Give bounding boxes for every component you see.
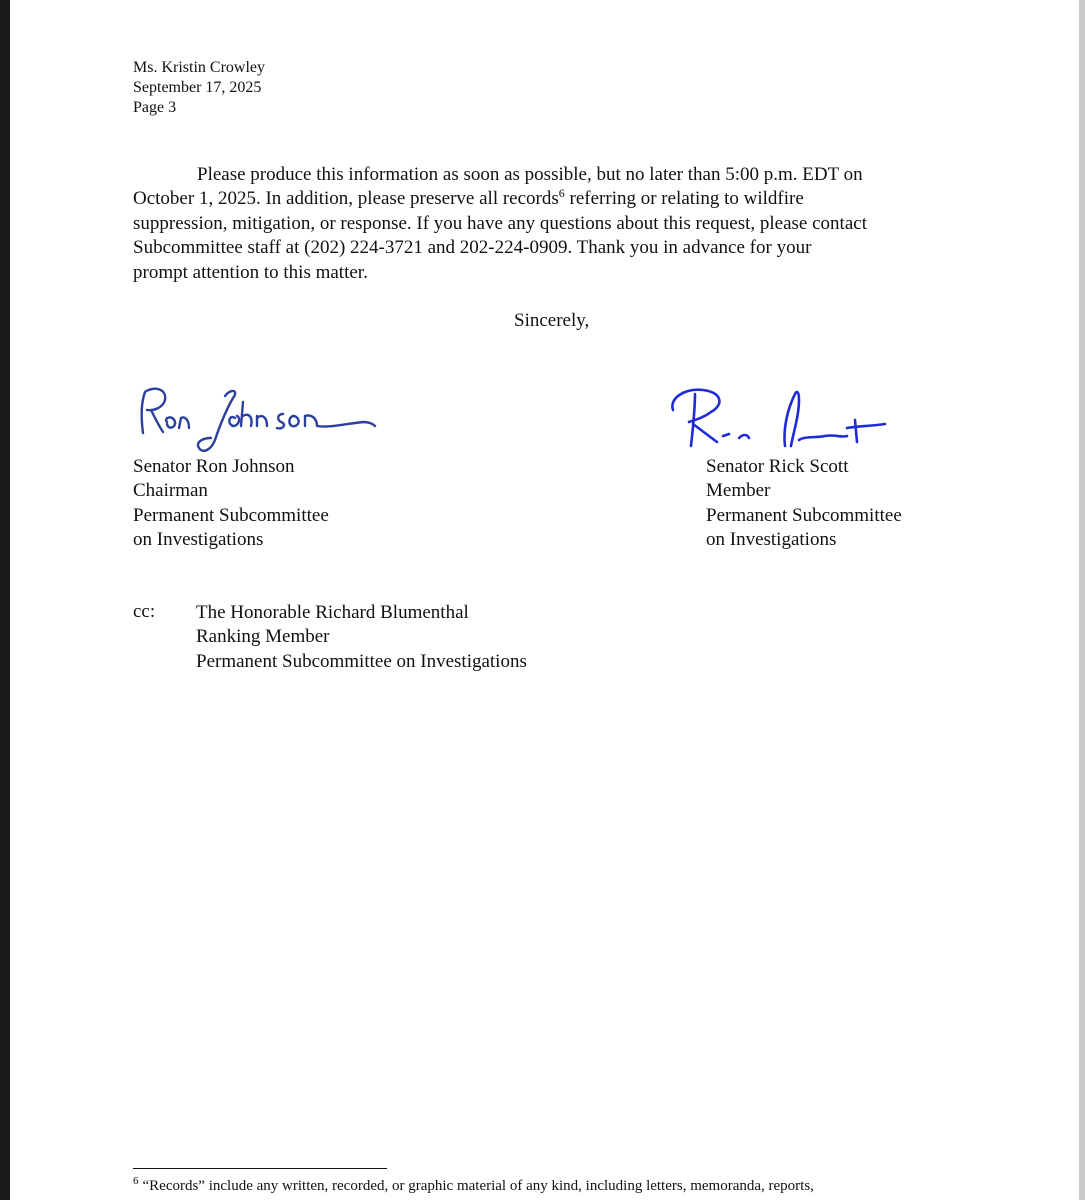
viewer-left-edge <box>0 0 10 1200</box>
signer-block-scott <box>706 455 902 553</box>
signer-role: Member <box>706 480 771 502</box>
letter-date: September 17, 2025 <box>133 79 262 96</box>
signer-committee-line-2: on Investigations <box>133 529 264 551</box>
body-line-2-end: referring or relating to wildfire <box>564 188 804 210</box>
body-line-4: Subcommittee staff at (202) 224-3721 and 202-224-0909. Thank you in advance for your <box>133 237 812 259</box>
viewer-right-edge <box>1079 0 1085 1200</box>
body-line-3: suppression, mitigation, or response. If you have any questions about this request, please contact <box>133 212 867 234</box>
cc-committee: Permanent Subcommittee on Investigations <box>196 650 527 672</box>
closing-salutation: Sincerely, <box>514 310 590 331</box>
body-line-2-start: October 1, 2025. In addition, please preserve all records <box>133 188 559 210</box>
footnote-marker: 6 <box>133 1175 139 1187</box>
signer-role: Chairman <box>133 480 208 502</box>
signer-committee-line-1: Permanent Subcommittee <box>706 504 902 526</box>
cc-label: cc: <box>133 601 156 622</box>
body-line-5: prompt attention to this matter. <box>133 261 368 283</box>
footnote-reference[interactable]: 6 <box>558 186 565 201</box>
signer-block-johnson <box>133 455 329 553</box>
signer-name: Senator Ron Johnson <box>133 456 295 477</box>
signer-committee-line-1: Permanent Subcommittee <box>133 504 329 526</box>
signature-rick-scott <box>665 380 900 455</box>
signature-ron-johnson <box>133 378 383 463</box>
page-number: Page 3 <box>133 99 177 116</box>
recipient-name: Ms. Kristin Crowley <box>133 59 265 76</box>
footnote-divider <box>133 1168 387 1169</box>
body-line-2 <box>133 187 963 211</box>
letter-header <box>133 58 265 118</box>
signer-name: Senator Rick Scott <box>706 456 849 477</box>
footnote-text: “Records” include any written, recorded, or graphic material of any kind, including letters, memoranda, reports, <box>142 1178 814 1194</box>
cc-role: Ranking Member <box>196 626 330 648</box>
signer-committee-line-2: on Investigations <box>706 529 837 551</box>
cc-recipient <box>196 601 527 674</box>
footnote-6 <box>133 1175 814 1195</box>
body-line-1: Please produce this information as soon as possible, but no later than 5:00 p.m. EDT on <box>197 164 863 185</box>
body-paragraph <box>133 163 963 285</box>
cc-name: The Honorable Richard Blumenthal <box>196 602 469 623</box>
